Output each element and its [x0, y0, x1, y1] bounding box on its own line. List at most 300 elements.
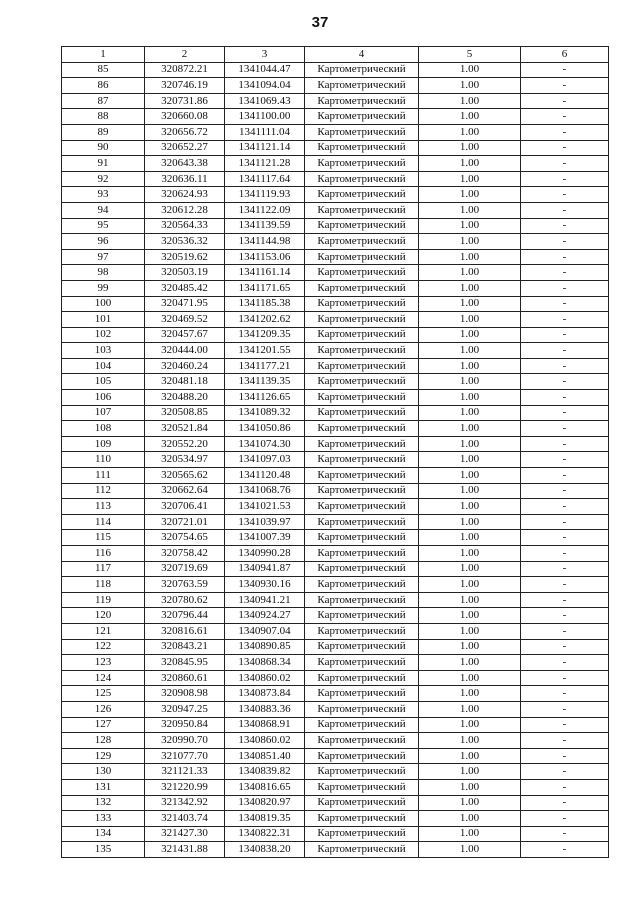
method-cell: Картометрический [305, 639, 419, 655]
x-coordinate-cell: 320508.85 [145, 405, 225, 421]
point-number-cell: 113 [62, 499, 145, 515]
y-coordinate-cell: 1341161.14 [225, 265, 305, 281]
accuracy-cell: 1.00 [419, 764, 521, 780]
note-cell: - [521, 717, 609, 733]
point-number-cell: 88 [62, 109, 145, 125]
x-coordinate-cell: 320519.62 [145, 249, 225, 265]
table-body [62, 62, 609, 857]
y-coordinate-cell: 1341201.55 [225, 343, 305, 359]
x-coordinate-cell: 320469.52 [145, 312, 225, 328]
x-coordinate-cell: 320612.28 [145, 202, 225, 218]
accuracy-cell: 1.00 [419, 842, 521, 858]
note-cell: - [521, 296, 609, 312]
accuracy-cell: 1.00 [419, 639, 521, 655]
x-coordinate-cell: 320860.61 [145, 670, 225, 686]
accuracy-cell: 1.00 [419, 779, 521, 795]
table-row [62, 358, 609, 374]
point-number-cell: 95 [62, 218, 145, 234]
note-cell: - [521, 577, 609, 593]
method-cell: Картометрический [305, 62, 419, 78]
point-number-cell: 129 [62, 748, 145, 764]
x-coordinate-cell: 320534.97 [145, 452, 225, 468]
note-cell: - [521, 421, 609, 437]
note-cell: - [521, 202, 609, 218]
table-row [62, 234, 609, 250]
method-cell: Картометрический [305, 468, 419, 484]
x-coordinate-cell: 320624.93 [145, 187, 225, 203]
y-coordinate-cell: 1341209.35 [225, 327, 305, 343]
table-row [62, 514, 609, 530]
note-cell: - [521, 655, 609, 671]
x-coordinate-cell: 320636.11 [145, 171, 225, 187]
note-cell: - [521, 156, 609, 172]
note-cell: - [521, 748, 609, 764]
table-row [62, 670, 609, 686]
method-cell: Картометрический [305, 748, 419, 764]
method-cell: Картометрический [305, 312, 419, 328]
column-header-4: 4 [305, 47, 419, 63]
accuracy-cell: 1.00 [419, 405, 521, 421]
note-cell: - [521, 405, 609, 421]
accuracy-cell: 1.00 [419, 343, 521, 359]
x-coordinate-cell: 320652.27 [145, 140, 225, 156]
x-coordinate-cell: 320754.65 [145, 530, 225, 546]
point-number-cell: 115 [62, 530, 145, 546]
accuracy-cell: 1.00 [419, 623, 521, 639]
method-cell: Картометрический [305, 280, 419, 296]
method-cell: Картометрический [305, 826, 419, 842]
x-coordinate-cell: 320660.08 [145, 109, 225, 125]
table-row [62, 561, 609, 577]
note-cell: - [521, 686, 609, 702]
point-number-cell: 119 [62, 592, 145, 608]
point-number-cell: 90 [62, 140, 145, 156]
accuracy-cell: 1.00 [419, 546, 521, 562]
point-number-cell: 112 [62, 483, 145, 499]
y-coordinate-cell: 1340930.16 [225, 577, 305, 593]
note-cell: - [521, 249, 609, 265]
y-coordinate-cell: 1341094.04 [225, 78, 305, 94]
point-number-cell: 97 [62, 249, 145, 265]
table-header-row [62, 47, 609, 63]
x-coordinate-cell: 320457.67 [145, 327, 225, 343]
method-cell: Картометрический [305, 405, 419, 421]
accuracy-cell: 1.00 [419, 701, 521, 717]
table-row [62, 686, 609, 702]
y-coordinate-cell: 1340941.87 [225, 561, 305, 577]
y-coordinate-cell: 1341144.98 [225, 234, 305, 250]
point-number-cell: 105 [62, 374, 145, 390]
point-number-cell: 133 [62, 811, 145, 827]
x-coordinate-cell: 320662.64 [145, 483, 225, 499]
coordinates-table [61, 46, 609, 858]
table-row [62, 826, 609, 842]
note-cell: - [521, 483, 609, 499]
method-cell: Картометрический [305, 530, 419, 546]
y-coordinate-cell: 1340860.02 [225, 670, 305, 686]
y-coordinate-cell: 1341089.32 [225, 405, 305, 421]
note-cell: - [521, 811, 609, 827]
y-coordinate-cell: 1341021.53 [225, 499, 305, 515]
y-coordinate-cell: 1341177.21 [225, 358, 305, 374]
method-cell: Картометрический [305, 124, 419, 140]
y-coordinate-cell: 1341069.43 [225, 93, 305, 109]
table-row [62, 405, 609, 421]
method-cell: Картометрический [305, 733, 419, 749]
note-cell: - [521, 140, 609, 156]
x-coordinate-cell: 320731.86 [145, 93, 225, 109]
table-row [62, 701, 609, 717]
x-coordinate-cell: 320816.61 [145, 623, 225, 639]
point-number-cell: 85 [62, 62, 145, 78]
accuracy-cell: 1.00 [419, 483, 521, 499]
table-row [62, 93, 609, 109]
y-coordinate-cell: 1340873.84 [225, 686, 305, 702]
x-coordinate-cell: 320656.72 [145, 124, 225, 140]
table-row [62, 842, 609, 858]
table-row [62, 78, 609, 94]
note-cell: - [521, 561, 609, 577]
x-coordinate-cell: 320845.95 [145, 655, 225, 671]
method-cell: Картометрический [305, 218, 419, 234]
column-header-2: 2 [145, 47, 225, 63]
y-coordinate-cell: 1341007.39 [225, 530, 305, 546]
accuracy-cell: 1.00 [419, 826, 521, 842]
note-cell: - [521, 62, 609, 78]
y-coordinate-cell: 1340860.02 [225, 733, 305, 749]
accuracy-cell: 1.00 [419, 717, 521, 733]
accuracy-cell: 1.00 [419, 124, 521, 140]
accuracy-cell: 1.00 [419, 62, 521, 78]
y-coordinate-cell: 1341068.76 [225, 483, 305, 499]
note-cell: - [521, 234, 609, 250]
x-coordinate-cell: 320908.98 [145, 686, 225, 702]
method-cell: Картометрический [305, 499, 419, 515]
note-cell: - [521, 530, 609, 546]
table-row [62, 748, 609, 764]
point-number-cell: 135 [62, 842, 145, 858]
accuracy-cell: 1.00 [419, 140, 521, 156]
note-cell: - [521, 779, 609, 795]
table-row [62, 452, 609, 468]
point-number-cell: 109 [62, 436, 145, 452]
table-row [62, 62, 609, 78]
point-number-cell: 103 [62, 343, 145, 359]
y-coordinate-cell: 1340883.36 [225, 701, 305, 717]
method-cell: Картометрический [305, 374, 419, 390]
y-coordinate-cell: 1340851.40 [225, 748, 305, 764]
accuracy-cell: 1.00 [419, 358, 521, 374]
table-row [62, 390, 609, 406]
accuracy-cell: 1.00 [419, 93, 521, 109]
x-coordinate-cell: 320843.21 [145, 639, 225, 655]
note-cell: - [521, 436, 609, 452]
point-number-cell: 114 [62, 514, 145, 530]
x-coordinate-cell: 320471.95 [145, 296, 225, 312]
accuracy-cell: 1.00 [419, 811, 521, 827]
note-cell: - [521, 280, 609, 296]
x-coordinate-cell: 321431.88 [145, 842, 225, 858]
accuracy-cell: 1.00 [419, 468, 521, 484]
table-row [62, 499, 609, 515]
accuracy-cell: 1.00 [419, 202, 521, 218]
column-header-6: 6 [521, 47, 609, 63]
table-row [62, 639, 609, 655]
point-number-cell: 123 [62, 655, 145, 671]
point-number-cell: 122 [62, 639, 145, 655]
method-cell: Картометрический [305, 171, 419, 187]
note-cell: - [521, 592, 609, 608]
x-coordinate-cell: 320706.41 [145, 499, 225, 515]
y-coordinate-cell: 1341185.38 [225, 296, 305, 312]
point-number-cell: 94 [62, 202, 145, 218]
y-coordinate-cell: 1341039.97 [225, 514, 305, 530]
y-coordinate-cell: 1340907.04 [225, 623, 305, 639]
point-number-cell: 96 [62, 234, 145, 250]
accuracy-cell: 1.00 [419, 280, 521, 296]
y-coordinate-cell: 1341100.00 [225, 109, 305, 125]
table-row [62, 468, 609, 484]
method-cell: Картометрический [305, 608, 419, 624]
note-cell: - [521, 623, 609, 639]
accuracy-cell: 1.00 [419, 577, 521, 593]
y-coordinate-cell: 1341097.03 [225, 452, 305, 468]
table-row [62, 343, 609, 359]
accuracy-cell: 1.00 [419, 592, 521, 608]
y-coordinate-cell: 1340868.91 [225, 717, 305, 733]
point-number-cell: 130 [62, 764, 145, 780]
method-cell: Картометрический [305, 514, 419, 530]
accuracy-cell: 1.00 [419, 156, 521, 172]
accuracy-cell: 1.00 [419, 561, 521, 577]
x-coordinate-cell: 320565.62 [145, 468, 225, 484]
table-row [62, 623, 609, 639]
x-coordinate-cell: 320719.69 [145, 561, 225, 577]
note-cell: - [521, 842, 609, 858]
y-coordinate-cell: 1341121.14 [225, 140, 305, 156]
method-cell: Картометрический [305, 156, 419, 172]
method-cell: Картометрический [305, 577, 419, 593]
x-coordinate-cell: 321342.92 [145, 795, 225, 811]
x-coordinate-cell: 320485.42 [145, 280, 225, 296]
accuracy-cell: 1.00 [419, 452, 521, 468]
table-row [62, 546, 609, 562]
point-number-cell: 131 [62, 779, 145, 795]
method-cell: Картометрический [305, 592, 419, 608]
note-cell: - [521, 468, 609, 484]
x-coordinate-cell: 320758.42 [145, 546, 225, 562]
method-cell: Картометрический [305, 701, 419, 717]
point-number-cell: 86 [62, 78, 145, 94]
method-cell: Картометрический [305, 343, 419, 359]
page-number: 37 [311, 14, 329, 31]
table-header [62, 47, 609, 63]
accuracy-cell: 1.00 [419, 234, 521, 250]
accuracy-cell: 1.00 [419, 608, 521, 624]
table-row [62, 140, 609, 156]
note-cell: - [521, 109, 609, 125]
point-number-cell: 110 [62, 452, 145, 468]
y-coordinate-cell: 1340820.97 [225, 795, 305, 811]
x-coordinate-cell: 321220.99 [145, 779, 225, 795]
note-cell: - [521, 265, 609, 281]
point-number-cell: 107 [62, 405, 145, 421]
x-coordinate-cell: 320872.21 [145, 62, 225, 78]
x-coordinate-cell: 320746.19 [145, 78, 225, 94]
note-cell: - [521, 826, 609, 842]
table-row [62, 327, 609, 343]
y-coordinate-cell: 1341120.48 [225, 468, 305, 484]
method-cell: Картометрический [305, 546, 419, 562]
accuracy-cell: 1.00 [419, 733, 521, 749]
table-row [62, 187, 609, 203]
table-row [62, 717, 609, 733]
accuracy-cell: 1.00 [419, 670, 521, 686]
x-coordinate-cell: 320552.20 [145, 436, 225, 452]
x-coordinate-cell: 321403.74 [145, 811, 225, 827]
x-coordinate-cell: 320780.62 [145, 592, 225, 608]
point-number-cell: 102 [62, 327, 145, 343]
x-coordinate-cell: 320521.84 [145, 421, 225, 437]
note-cell: - [521, 639, 609, 655]
table-row [62, 156, 609, 172]
note-cell: - [521, 390, 609, 406]
table-row [62, 280, 609, 296]
method-cell: Картометрический [305, 670, 419, 686]
method-cell: Картометрический [305, 717, 419, 733]
y-coordinate-cell: 1341117.64 [225, 171, 305, 187]
table-row [62, 296, 609, 312]
note-cell: - [521, 93, 609, 109]
accuracy-cell: 1.00 [419, 421, 521, 437]
method-cell: Картометрический [305, 109, 419, 125]
table-row [62, 795, 609, 811]
point-number-cell: 104 [62, 358, 145, 374]
point-number-cell: 117 [62, 561, 145, 577]
y-coordinate-cell: 1341119.93 [225, 187, 305, 203]
note-cell: - [521, 78, 609, 94]
x-coordinate-cell: 321121.33 [145, 764, 225, 780]
accuracy-cell: 1.00 [419, 109, 521, 125]
y-coordinate-cell: 1341050.86 [225, 421, 305, 437]
point-number-cell: 128 [62, 733, 145, 749]
accuracy-cell: 1.00 [419, 296, 521, 312]
note-cell: - [521, 795, 609, 811]
x-coordinate-cell: 320488.20 [145, 390, 225, 406]
accuracy-cell: 1.00 [419, 390, 521, 406]
point-number-cell: 116 [62, 546, 145, 562]
accuracy-cell: 1.00 [419, 530, 521, 546]
note-cell: - [521, 218, 609, 234]
x-coordinate-cell: 320950.84 [145, 717, 225, 733]
x-coordinate-cell: 321077.70 [145, 748, 225, 764]
x-coordinate-cell: 320444.00 [145, 343, 225, 359]
table-row [62, 171, 609, 187]
table-row [62, 779, 609, 795]
accuracy-cell: 1.00 [419, 187, 521, 203]
point-number-cell: 101 [62, 312, 145, 328]
point-number-cell: 99 [62, 280, 145, 296]
accuracy-cell: 1.00 [419, 499, 521, 515]
accuracy-cell: 1.00 [419, 265, 521, 281]
note-cell: - [521, 312, 609, 328]
x-coordinate-cell: 320947.25 [145, 701, 225, 717]
method-cell: Картометрический [305, 93, 419, 109]
y-coordinate-cell: 1340924.27 [225, 608, 305, 624]
method-cell: Картометрический [305, 561, 419, 577]
note-cell: - [521, 327, 609, 343]
table-row [62, 577, 609, 593]
table-row [62, 764, 609, 780]
accuracy-cell: 1.00 [419, 171, 521, 187]
note-cell: - [521, 452, 609, 468]
point-number-cell: 108 [62, 421, 145, 437]
method-cell: Картометрический [305, 327, 419, 343]
point-number-cell: 125 [62, 686, 145, 702]
x-coordinate-cell: 320460.24 [145, 358, 225, 374]
point-number-cell: 126 [62, 701, 145, 717]
note-cell: - [521, 374, 609, 390]
method-cell: Картометрический [305, 140, 419, 156]
y-coordinate-cell: 1341111.04 [225, 124, 305, 140]
method-cell: Картометрический [305, 795, 419, 811]
method-cell: Картометрический [305, 686, 419, 702]
table-row [62, 109, 609, 125]
method-cell: Картометрический [305, 779, 419, 795]
note-cell: - [521, 514, 609, 530]
note-cell: - [521, 187, 609, 203]
y-coordinate-cell: 1340819.35 [225, 811, 305, 827]
column-header-1: 1 [62, 47, 145, 63]
y-coordinate-cell: 1341044.47 [225, 62, 305, 78]
table-row [62, 374, 609, 390]
y-coordinate-cell: 1341122.09 [225, 202, 305, 218]
method-cell: Картометрический [305, 436, 419, 452]
table-row [62, 124, 609, 140]
point-number-cell: 132 [62, 795, 145, 811]
accuracy-cell: 1.00 [419, 748, 521, 764]
table-row [62, 530, 609, 546]
accuracy-cell: 1.00 [419, 655, 521, 671]
note-cell: - [521, 343, 609, 359]
method-cell: Картометрический [305, 78, 419, 94]
y-coordinate-cell: 1341153.06 [225, 249, 305, 265]
table-row [62, 218, 609, 234]
table-row [62, 202, 609, 218]
point-number-cell: 111 [62, 468, 145, 484]
table-row [62, 811, 609, 827]
method-cell: Картометрический [305, 234, 419, 250]
method-cell: Картометрический [305, 421, 419, 437]
x-coordinate-cell: 320796.44 [145, 608, 225, 624]
method-cell: Картометрический [305, 764, 419, 780]
table-row [62, 421, 609, 437]
y-coordinate-cell: 1341121.28 [225, 156, 305, 172]
point-number-cell: 124 [62, 670, 145, 686]
y-coordinate-cell: 1341139.35 [225, 374, 305, 390]
note-cell: - [521, 608, 609, 624]
table-row [62, 436, 609, 452]
x-coordinate-cell: 320643.38 [145, 156, 225, 172]
column-header-3: 3 [225, 47, 305, 63]
note-cell: - [521, 733, 609, 749]
table-row [62, 592, 609, 608]
accuracy-cell: 1.00 [419, 795, 521, 811]
note-cell: - [521, 124, 609, 140]
y-coordinate-cell: 1340890.85 [225, 639, 305, 655]
method-cell: Картометрический [305, 811, 419, 827]
x-coordinate-cell: 320503.19 [145, 265, 225, 281]
